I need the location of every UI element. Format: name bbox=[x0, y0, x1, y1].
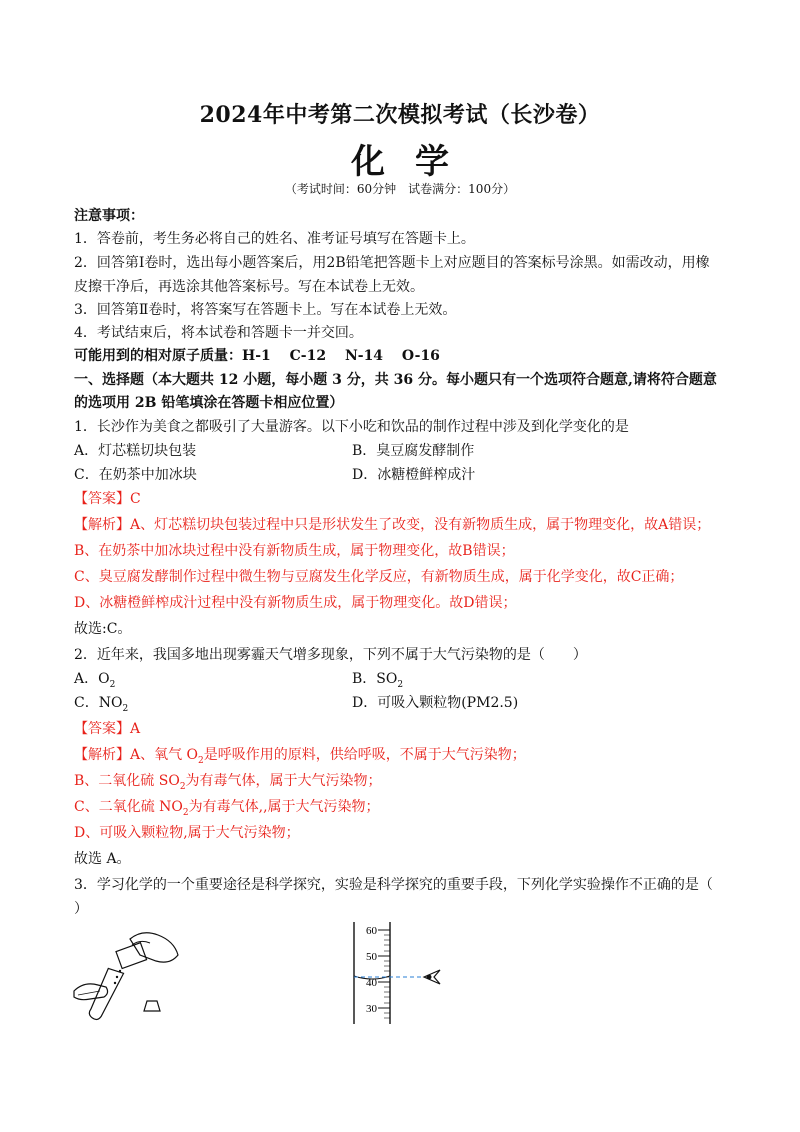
eye-icon bbox=[424, 970, 440, 984]
q1-analysis-2: B、在奶茶中加冰块过程中没有新物质生成，属于物理变化，故B错误； bbox=[74, 543, 515, 559]
q1-option-d: D．冰糖橙鲜榨成汁 bbox=[352, 467, 476, 483]
q2-conclusion: 故选 A。 bbox=[74, 851, 131, 867]
q3-figure-cylinder-reading bbox=[330, 918, 460, 1028]
notes-heading: 注意事项： bbox=[74, 208, 144, 224]
page-title: 2024年中考第二次模拟考试（长沙卷） bbox=[199, 102, 601, 128]
q2-analysis-2: B、二氧化硫 $SO_2$为有毒气体，属于大气污染物； bbox=[74, 773, 382, 792]
section-heading-cont: 的选项用 2B 铅笔填涂在答题卡相应位置） bbox=[74, 395, 344, 411]
q2-answer: 【答案】A bbox=[74, 721, 141, 737]
q3-stem: 3．学习化学的一个重要途径是科学探究，实验是科学探究的重要手段，下列化学实验操作不正确的是（ bbox=[74, 877, 713, 893]
section-heading: 一、选择题（本大题共 12 小题，每小题 3 分，共 36 分。每小题只有一个选项符合题意,请将符合题意 bbox=[74, 372, 717, 388]
subject-title: 化学 bbox=[351, 142, 479, 182]
exam-info: （考试时间：60分钟 试卷满分：100分） bbox=[284, 182, 516, 196]
q1-analysis-1: 【解析】A、灯芯糕切块包装过程中只是形状发生了改变，没有新物质生成，属于物理变化，故A错误； bbox=[74, 517, 711, 533]
note-item-2: 2．回答第Ⅰ卷时，选出每小题答案后，用2B铅笔把答题卡上对应题目的答案标号涂黑。如需改动，用橡 bbox=[74, 255, 710, 271]
q2-option-a: A．$O_2$ bbox=[74, 671, 116, 690]
q1-option-b: B．臭豆腐发酵制作 bbox=[352, 443, 475, 459]
q1-option-a: A．灯芯糕切块包装 bbox=[74, 443, 197, 459]
q2-option-c: C．$NO_2$ bbox=[74, 695, 129, 714]
q3-stem-cont: ） bbox=[74, 901, 88, 917]
cylinder-tick-40: 40 bbox=[366, 977, 377, 989]
cylinder-tick-50: 50 bbox=[366, 951, 377, 963]
cylinder-tick-30: 30 bbox=[366, 1003, 377, 1015]
note-item-2-cont: 皮擦干净后，再选涂其他答案标号。写在本试卷上无效。 bbox=[74, 279, 424, 295]
note-item-1: 1．答卷前，考生务必将自己的姓名、准考证号填写在答题卡上。 bbox=[74, 231, 475, 247]
q2-option-d: D．可吸入颗粒物(PM2.5) bbox=[352, 695, 519, 711]
q1-analysis-4: D、冰糖橙鲜榨成汁过程中没有新物质生成，属于物理变化。故D错误； bbox=[74, 595, 517, 611]
cylinder-tick-60: 60 bbox=[366, 925, 377, 937]
q1-conclusion: 故选:C。 bbox=[74, 621, 132, 637]
q1-answer: 【答案】C bbox=[74, 491, 141, 507]
q2-analysis-3: C、二氧化硫 $NO_2$为有毒气体,,属于大气污染物； bbox=[74, 799, 380, 818]
q1-option-c: C．在奶茶中加冰块 bbox=[74, 467, 197, 483]
q2-stem: 2．近年来，我国多地出现雾霾天气增多现象，下列不属于大气污染物的是（ ） bbox=[74, 647, 587, 663]
atomic-masses: 可能用到的相对原子质量：H-1 C-12 N-14 O-16 bbox=[74, 348, 440, 364]
q2-option-b: B．$SO_2$ bbox=[352, 671, 404, 690]
q2-analysis-4: D、可吸入颗粒物,属于大气污染物； bbox=[74, 825, 300, 841]
q1-analysis-3: C、臭豆腐发酵制作过程中微生物与豆腐发生化学反应，有新物质生成，属于化学变化，故C正确； bbox=[74, 569, 684, 585]
q3-figure-solid-addition bbox=[70, 925, 190, 1025]
q2-analysis-1: 【解析】A、氧气 $O_2$是呼吸作用的原料，供给呼吸，不属于大气污染物； bbox=[74, 747, 526, 766]
q1-stem: 1．长沙作为美食之都吸引了大量游客。以下小吃和饮品的制作过程中涉及到化学变化的是 bbox=[74, 419, 629, 435]
note-item-3: 3．回答第Ⅱ卷时，将答案写在答题卡上。写在本试卷上无效。 bbox=[74, 302, 457, 318]
note-item-4: 4．考试结束后，将本试卷和答题卡一并交回。 bbox=[74, 325, 363, 341]
